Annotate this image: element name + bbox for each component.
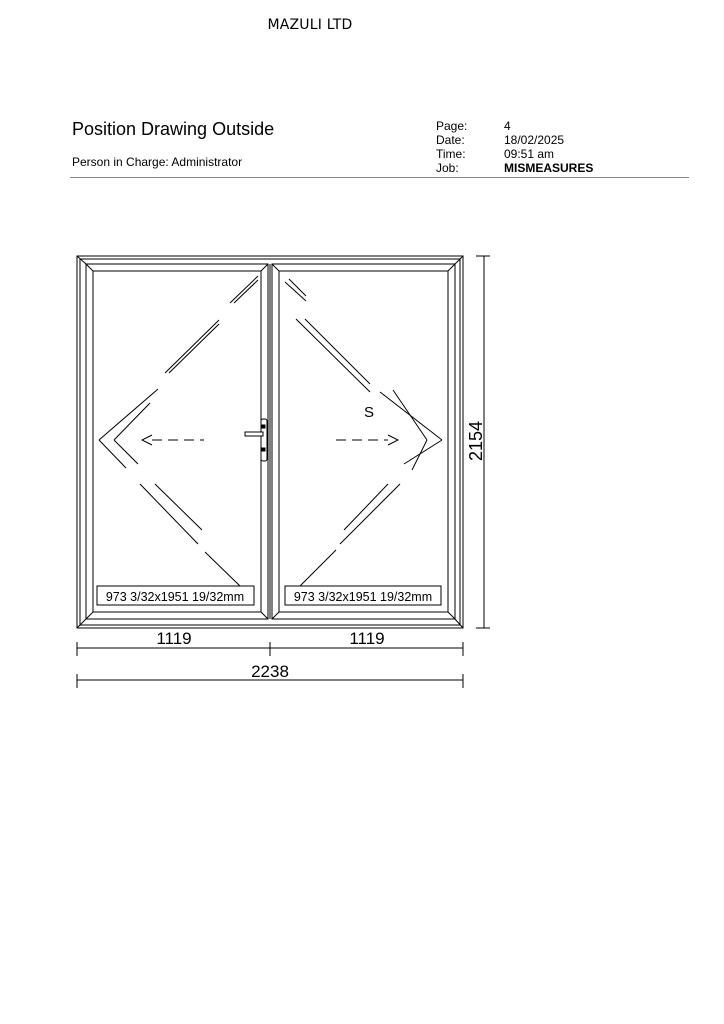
job-value: MISMEASURES: [504, 161, 594, 175]
company-name: MAZULI LTD: [267, 17, 353, 33]
page-title: Position Drawing Outside: [72, 119, 275, 139]
job-label: Job:: [436, 161, 459, 175]
door-handle-icon: [245, 419, 267, 461]
left-sash-size: 973 3/32x1951 19/32mm: [105, 590, 245, 604]
person-in-charge: Person in Charge: Administrator: [72, 155, 243, 169]
page-value: 4: [504, 119, 511, 133]
width-right-dimension: 1119: [349, 629, 385, 648]
time-value: 09:51 am: [504, 147, 555, 161]
right-sash-size: 973 3/32x1951 19/32mm: [293, 590, 433, 604]
sash-label: S: [363, 404, 375, 421]
section-width-dimension-line: [77, 642, 463, 656]
width-left-dimension: 1119: [156, 629, 192, 648]
left-slide-arrow: [142, 435, 204, 445]
right-sash: [272, 264, 455, 619]
page-label: Page:: [436, 119, 468, 133]
right-slide-arrow: [336, 435, 398, 445]
left-sash: [86, 264, 268, 619]
left-glass-reflection: [99, 276, 258, 586]
date-value: 18/02/2025: [504, 133, 565, 147]
total-width-dimension: 2238: [251, 662, 289, 681]
right-glass-reflection: [285, 279, 442, 586]
time-label: Time:: [436, 147, 466, 161]
date-label: Date:: [436, 133, 465, 147]
height-dimension: 2154: [466, 420, 486, 462]
